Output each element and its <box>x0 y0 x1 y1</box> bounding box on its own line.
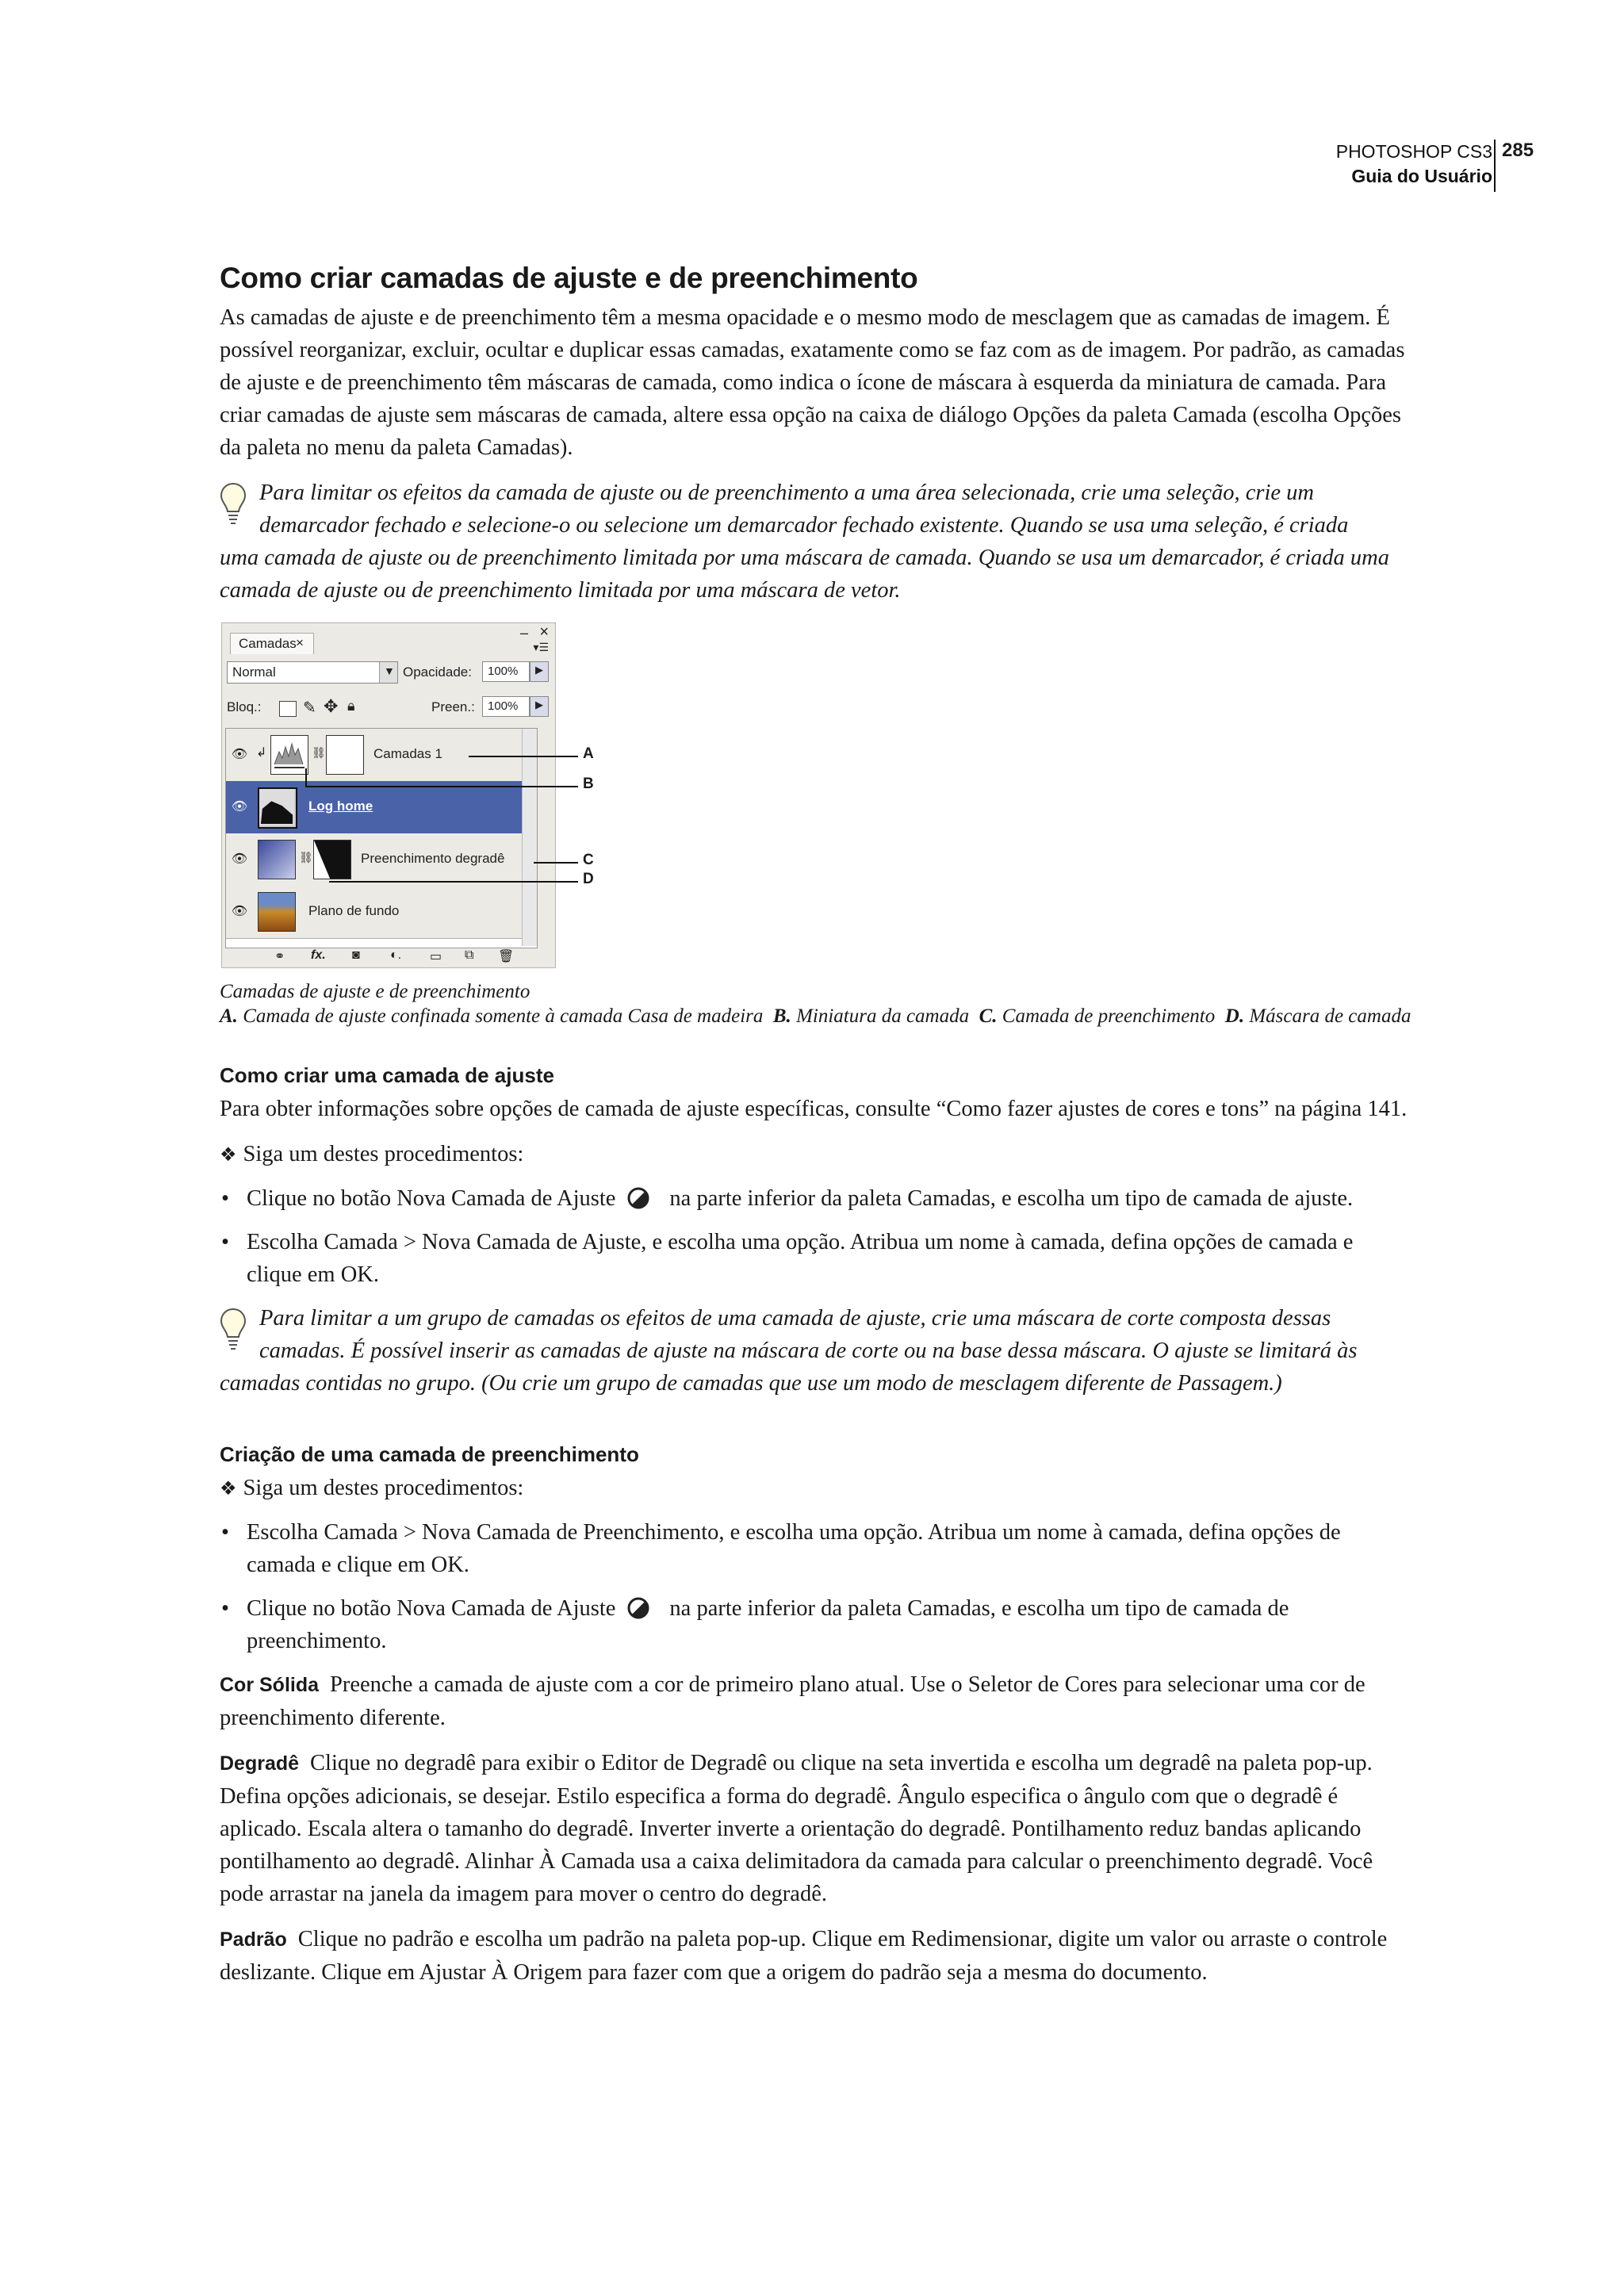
fill-bullet2-b: na parte inferior da paleta Camadas, e escolha um tipo de camada de preenchimento. <box>247 1596 1289 1653</box>
layers-list <box>225 728 538 948</box>
callout-line-d <box>329 881 578 883</box>
layer-row-log-home[interactable] <box>226 781 537 834</box>
pattern-term: Padrão <box>220 1928 287 1951</box>
figure-caption <box>220 979 1413 1028</box>
trash-icon[interactable]: 🗑︎ <box>498 950 515 963</box>
tab-camadas[interactable] <box>230 633 314 654</box>
solid-text: Preenche a camada de ajuste com a cor de primeiro plano atual. Use o Seletor de Cores para selecionar uma cor de preenchimento diferente. <box>220 1672 1365 1730</box>
tip-clipping <box>220 1302 1413 1400</box>
adjust-bullet1-a: Clique no botão Nova Camada de Ajuste <box>247 1186 616 1211</box>
add-mask-icon[interactable]: ◙ <box>352 948 360 962</box>
background-thumbnail <box>258 892 296 932</box>
brush-lock-icon[interactable]: ✎ <box>303 699 316 717</box>
step-diamond-icon: ❖ <box>220 1477 237 1499</box>
header-text <box>1336 140 1492 189</box>
opacity-input[interactable] <box>482 661 530 682</box>
link-layers-icon[interactable]: ⚭ <box>274 950 285 963</box>
fill-step-text: Siga um destes procedimentos: <box>243 1476 524 1500</box>
caption-legend <box>220 1004 1413 1028</box>
fill-input[interactable] <box>482 696 530 717</box>
new-adjustment-layer-icon[interactable]: ◐. <box>390 948 402 962</box>
gradient-term: Degradê <box>220 1752 300 1775</box>
fill-value: 100% <box>488 699 519 713</box>
lock-all-icon[interactable]: 🔒︎ <box>347 698 355 714</box>
caption-b: Miniatura da camada <box>796 1005 970 1027</box>
lightbulb-icon <box>220 1307 247 1351</box>
eye-icon[interactable]: 👁︎ <box>231 852 248 866</box>
layer-name: Plano de fundo <box>308 903 400 918</box>
tab-close-icon[interactable]: × <box>296 635 304 650</box>
layer-thumbnail <box>258 787 297 829</box>
fill-bullet2-a: Clique no botão Nova Camada de Ajuste <box>247 1596 616 1621</box>
adjust-title: Como criar uma camada de ajuste <box>220 1063 554 1087</box>
list-item: • Escolha Camada > Nova Camada de Ajuste, e escolha uma opção. Atribua um nome à camada, defina opções de camada e clique em OK. <box>221 1230 1354 1287</box>
adjust-bullet1-b: na parte inferior da paleta Camadas, e escolha um tipo de camada de ajuste. <box>669 1186 1354 1211</box>
gradient-entry <box>220 1747 1413 1910</box>
adjust-step <box>220 1138 1413 1171</box>
fill-bullets <box>220 1516 1413 1657</box>
running-header <box>1269 136 1538 192</box>
callout-line-b-v <box>305 768 307 787</box>
fill-bullet1: Escolha Camada > Nova Camada de Preenchimento, e escolha uma opção. Atribua um nome à camada, defina opções de camada e clique em OK. <box>247 1520 1341 1577</box>
new-group-icon[interactable]: ▭ <box>430 950 442 963</box>
eye-icon[interactable]: 👁︎ <box>231 748 248 761</box>
adjust-intro: Para obter informações sobre opções de camada de ajuste específicas, consulte “Como fazer ajustes de cores e tons” na página 141. <box>220 1097 1408 1121</box>
caption-a: Camada de ajuste confinada somente à camada Casa de madeira <box>243 1005 764 1027</box>
header-guide: Guia do Usuário <box>1351 166 1492 186</box>
gradient-thumbnail-icon <box>258 840 296 879</box>
layer-mask-thumbnail[interactable] <box>313 840 351 879</box>
move-lock-icon[interactable]: ✥ <box>324 696 339 716</box>
caption-b-letter: B. <box>772 1005 791 1027</box>
lock-transparency-icon[interactable] <box>279 701 297 717</box>
layer-row-gradient-fill[interactable] <box>226 833 537 887</box>
adjust-bullet2: Escolha Camada > Nova Camada de Ajuste, e escolha uma opção. Atribua um nome à camada, defina opções de camada e clique em OK. <box>247 1230 1354 1287</box>
layers-panel <box>221 622 556 968</box>
header-product: PHOTOSHOP CS3 <box>1335 141 1492 162</box>
blend-mode-select[interactable] <box>227 661 398 684</box>
tip-selection <box>220 477 1413 607</box>
page-content <box>220 262 1413 2001</box>
callout-c: C <box>583 852 594 868</box>
layer-name: Log home <box>308 798 373 814</box>
scrollbar[interactable] <box>522 729 537 946</box>
section-title: Como criar camadas de ajuste e de preenchimento <box>220 262 918 294</box>
caption-title: Camadas de ajuste e de preenchimento <box>220 981 530 1002</box>
chain-link-icon[interactable]: ⛓︎ <box>299 851 313 864</box>
adjust-bullets <box>220 1182 1413 1291</box>
header-rule <box>1494 140 1496 192</box>
new-adjustment-layer-icon <box>626 1186 650 1210</box>
fill-step <box>220 1472 1413 1505</box>
panel-menu-icon[interactable]: ▾☰ <box>533 641 549 653</box>
chain-link-icon[interactable]: ⛓︎ <box>312 746 326 759</box>
pattern-entry <box>220 1923 1413 1989</box>
eye-icon[interactable]: 👁︎ <box>231 905 248 918</box>
fill-label: Preen.: <box>431 699 475 714</box>
opacity-label: Opacidade: <box>403 664 472 680</box>
opacity-value: 100% <box>488 664 519 678</box>
layer-row-background[interactable] <box>226 886 537 939</box>
solid-color-entry <box>220 1668 1413 1734</box>
caption-a-letter: A. <box>220 1005 238 1027</box>
page-number: 285 <box>1502 140 1534 161</box>
chevron-down-icon: ▼ <box>379 662 397 683</box>
fill-arrow-icon[interactable]: ▶ <box>530 696 549 717</box>
levels-thumbnail-icon <box>270 735 308 775</box>
layer-name: Camadas 1 <box>373 746 442 761</box>
tip-rest: camadas contidas no grupo. (Ou crie um grupo de camadas que use um modo de mesclagem diferente de Passagem.) <box>220 1371 1282 1396</box>
panel-toolbar <box>222 947 555 967</box>
tip-line-1: Para limitar a um grupo de camadas os efeitos de uma camada de ajuste, crie uma máscara de corte composta dessas <box>259 1306 1331 1331</box>
layer-mask-thumbnail[interactable] <box>326 735 364 775</box>
list-item: • Clique no botão Nova Camada de Ajuste na parte inferior da paleta Camadas, e escolha um tipo de camada de ajuste. <box>221 1186 1354 1211</box>
blend-mode-value: Normal <box>232 664 276 680</box>
callout-line-b <box>305 786 578 787</box>
lock-row <box>227 693 549 718</box>
blend-row <box>227 658 549 684</box>
tip-line-2: camadas. É possível inserir as camadas de ajuste na máscara de corte ou na base dessa máscara. O ajuste se limitará às <box>259 1338 1358 1363</box>
pattern-text: Clique no padrão e escolha um padrão na paleta pop-up. Clique em Redimensionar, digite um valor ou arraste o controle deslizante. Clique em Ajustar À Origem para fazer com que a origem do padrão seja a mesma do documento. <box>220 1927 1388 1985</box>
tip-line-2: demarcador fechado e selecione-o ou selecione um demarcador fechado existente. Quando se usa uma seleção, é criada <box>259 513 1349 538</box>
lock-label: Bloq.: <box>227 699 262 714</box>
lightbulb-icon <box>220 481 247 526</box>
clip-arrow-icon: ↲ <box>256 746 267 760</box>
caption-c-letter: C. <box>979 1005 998 1027</box>
callout-line-c <box>534 862 578 864</box>
caption-d: Máscara de camada <box>1249 1005 1411 1027</box>
new-adjustment-layer-icon <box>626 1596 650 1620</box>
solid-term: Cor Sólida <box>220 1674 320 1696</box>
fill-title: Criação de uma camada de preenchimento <box>220 1442 639 1466</box>
adjust-step-text: Siga um destes procedimentos: <box>243 1142 524 1166</box>
eye-icon[interactable]: 👁︎ <box>231 800 248 814</box>
new-layer-icon[interactable]: ⧉ <box>465 948 474 962</box>
layer-name: Preenchimento degradê <box>361 851 505 866</box>
opacity-arrow-icon[interactable]: ▶ <box>530 661 549 682</box>
fx-icon[interactable]: fx. <box>311 948 326 962</box>
callout-b: B <box>583 776 594 792</box>
list-item: • Clique no botão Nova Camada de Ajuste na parte inferior da paleta Camadas, e escolha um tipo de camada de preenchimento. <box>221 1596 1289 1653</box>
minimize-icon[interactable]: – <box>519 625 528 641</box>
section-intro: As camadas de ajuste e de preenchimento têm a mesma opacidade e o mesmo modo de mesclagem que as camadas de imagem. É possível reorganizar, excluir, ocultar e duplicar essas camadas, exatamente como se faz com as de imagem. Por padrão, as camadas de ajuste e de preenchimento têm máscaras de camada, como indica o ícone de máscara à esquerda da miniatura de camada. Para criar camadas de ajuste sem máscaras de camada, altere essa opção na caixa de diálogo Opções da paleta Camada (escolha Opções da paleta no menu da paleta Camadas). <box>220 305 1405 460</box>
caption-d-letter: D. <box>1224 1005 1245 1027</box>
tip-rest: uma camada de ajuste ou de preenchimento limitada por uma máscara de camada. Quando se usa um demarcador, é criada uma camada de ajuste ou de preenchimento limitada por uma máscara de vetor. <box>220 546 1389 603</box>
close-icon[interactable]: × <box>539 623 549 641</box>
tab-label: Camadas <box>239 636 297 651</box>
tip-line-1: Para limitar os efeitos da camada de ajuste ou de preenchimento a uma área selecionada, crie uma seleção, crie um <box>259 481 1314 505</box>
caption-c: Camada de preenchimento <box>1002 1005 1216 1027</box>
layers-figure <box>221 622 618 971</box>
step-diamond-icon: ❖ <box>220 1143 237 1166</box>
callout-a: A <box>583 745 594 762</box>
callout-line-a <box>469 756 578 757</box>
callout-d: D <box>583 871 594 887</box>
gradient-text: Clique no degradê para exibir o Editor de Degradê ou clique na seta invertida e escolha um degradê na paleta pop-up. Defina opções adicionais, se desejar. Estilo especifica a forma do degradê. Ângulo especifica o ângulo com que o degradê é aplicado. Escala altera o tamanho do degradê. Inverter inverte a orientação do degradê. Pontilhamento reduz bandas aplicando pontilhamento ao degradê. Alinhar À Camada usa a caixa delimitadora da camada para calcular o preenchimento degradê. Você pode arrastar na janela da imagem para mover o centro do degradê. <box>220 1751 1373 1906</box>
list-item: • Escolha Camada > Nova Camada de Preenchimento, e escolha uma opção. Atribua um nome à camada, defina opções de camada e clique em OK. <box>221 1520 1341 1577</box>
